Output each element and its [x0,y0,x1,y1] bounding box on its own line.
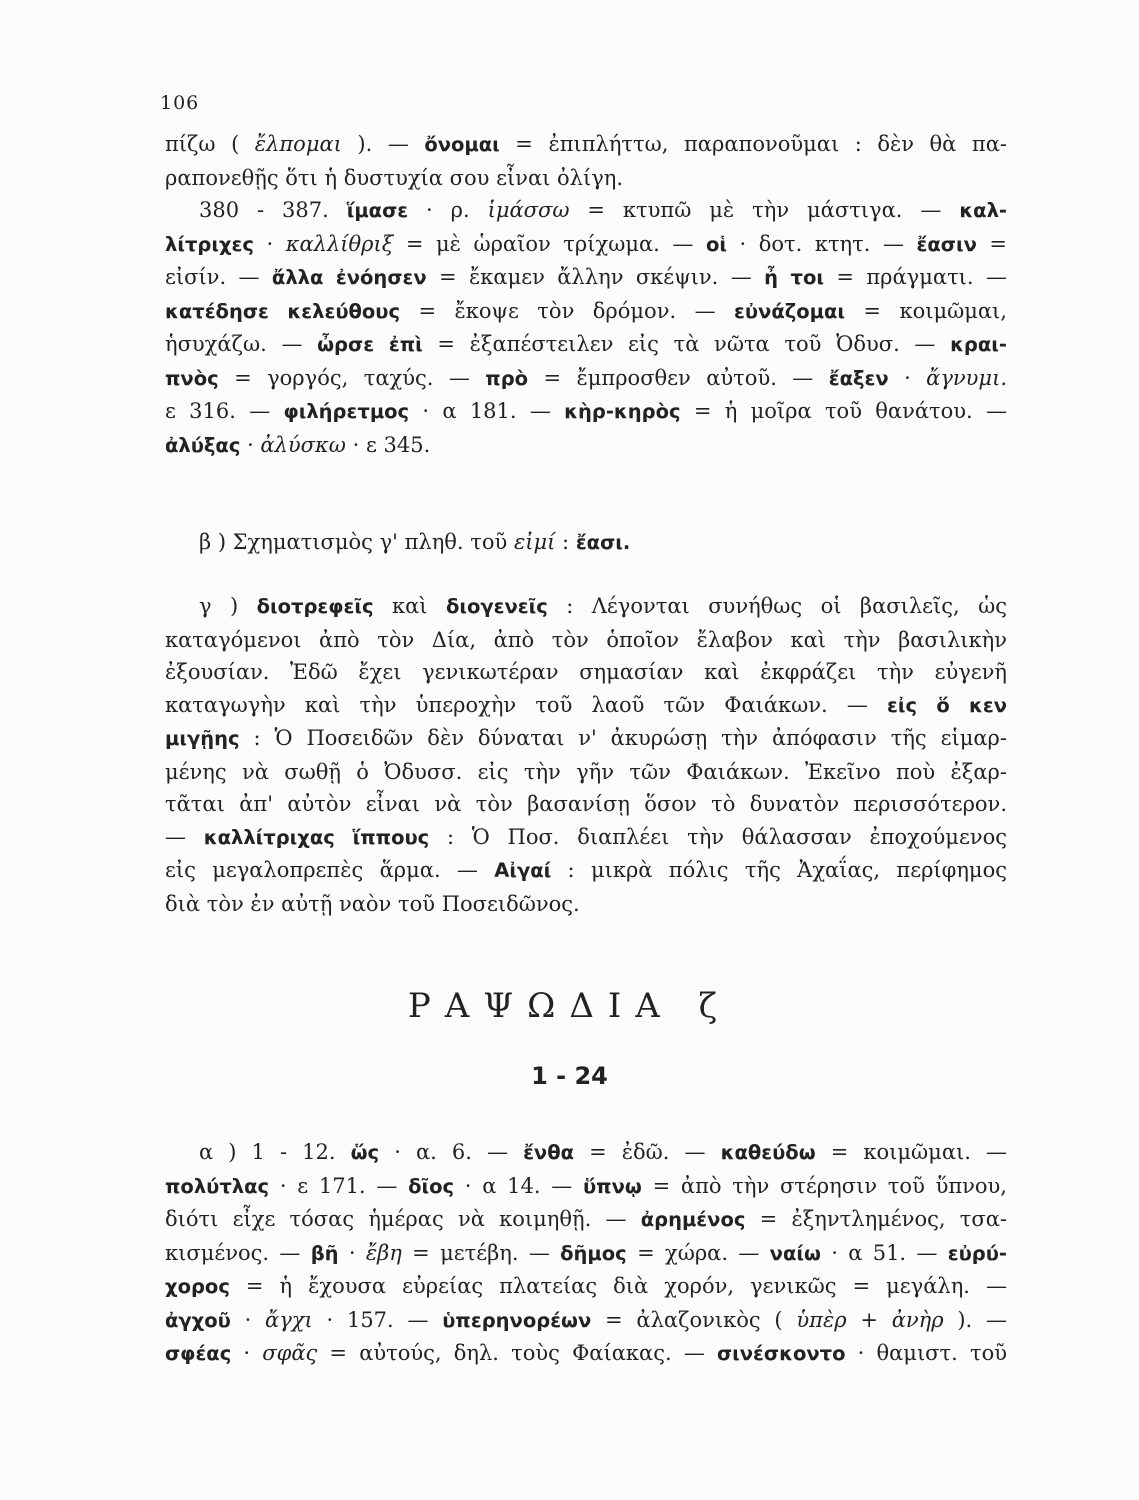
gloss-text: = [976,231,1007,256]
italic-form: ἄγνυμι. [926,365,1007,390]
gloss-text: α ) 1 - 12. [199,1140,351,1164]
gloss-text: = ἡ ἔχουσα εὐρείας πλατείας διὰ χορόν, γενικῶς = μεγάλη. — [229,1274,1007,1298]
headword: σφέας [165,1342,232,1365]
text-line [165,1170,1007,1204]
gloss-text: · 157. — [312,1307,443,1332]
headword: φιλήρετμος [283,400,410,423]
headword: κὴρ-κηρὸς [564,400,681,423]
gloss-text: μένης νὰ σωθῇ ὁ Ὀδυσσ. εἰς τὴν γῆν τῶν Φαιάκων. Ἐκεῖνο ποὺ ἐξαρ- [165,759,1007,784]
headword: ὕπνῳ [583,1174,642,1198]
gloss-text: εἰς μεγαλοπρεπὲς ἅρμα. — [165,858,495,882]
text-line [165,854,1007,888]
gloss-text: καὶ [373,594,446,618]
chapter-line-range: 1 - 24 [531,1062,608,1090]
italic-form: ἄγχι [265,1307,313,1332]
headword: ναίω [769,1241,821,1265]
gloss-text: · θαμιστ. τοῦ [845,1341,1007,1365]
italic-form: ἀλύσκω [260,432,346,457]
text-line [165,261,1007,295]
text-line [165,656,1007,689]
gloss-text: = κοιμῶμαι. — [815,1140,1007,1164]
italic-form: σφᾶς [262,1341,318,1365]
headword: οἱ [705,232,727,256]
gloss-text: — [165,824,204,849]
gloss-text: = ἐξηντλημένος, τσα- [745,1207,1007,1231]
gloss-text: · [253,231,286,256]
gloss-text: διότι εἶχε τόσας ἡμέρας νὰ κοιμηθῇ. — [165,1207,641,1231]
text-line [165,756,1007,789]
text-line [165,128,1007,162]
text-line [165,162,1007,195]
italic-form: ἔβη [365,1240,402,1265]
gloss-text: = ἀλαζονικὸς ( [591,1307,797,1332]
gloss-text: · [231,1341,263,1365]
text-line [165,590,1007,624]
headword: λίτριχες [165,232,254,256]
gloss-text: · α 181. — [409,399,565,423]
headword: καθεύδω [720,1141,816,1164]
gloss-text: β ) Σχηματισμὸς γ' πληθ. τοῦ [199,530,514,554]
commentary-block-gamma [165,590,1007,920]
gloss-text: = μὲ ὡραῖον τρίχωμα. — [393,231,706,256]
gloss-text: ἐξουσίαν. Ἐδῶ ἔχει γενικωτέραν σημασίαν καὶ ἐκφράζει τὴν εὐγενῆ [165,660,1007,684]
gloss-text: · [888,365,927,390]
text-line [165,526,1007,560]
gloss-text: = πράγματι. — [823,265,1007,289]
gloss-text: · [338,1240,366,1265]
headword: πολύτλας [165,1174,270,1198]
chapter-title: ΡΑΨΩΔΙΑ ζ [407,986,732,1026]
gloss-text: = μετέβη. — [401,1240,561,1265]
gloss-text: ἡσυχάζω. — [165,332,318,356]
gloss-text: ε 316. — [165,399,284,423]
gloss-text: ). — [943,1307,1008,1332]
gloss-text: · α 14. — [454,1173,583,1198]
gloss-text: καταγόμενοι ἀπὸ τὸν Δία, ἀπὸ τὸν ὁποῖον ἔλαβον καὶ τὴν βασιλικὴν [165,627,1007,652]
gloss-text: : [555,530,576,554]
headword: διοτρεφεῖς [256,595,374,618]
headword: ἔασιν [916,232,977,256]
gloss-text: = αὐτούς, δηλ. τοὺς Φαίακας. — [317,1341,717,1365]
gloss-text: = κοιμῶμαι, [844,298,1007,323]
gloss-text: · δοτ. κτητ. — [726,231,917,256]
commentary-block-beta [165,526,1007,560]
text-line [165,228,1007,262]
headword: Αἰγαί [494,859,552,882]
gloss-text: · ε 345. [345,432,431,457]
headword: σινέσκοντο [716,1342,846,1365]
headword: ἔασι. [575,531,631,554]
headword: ὥς [350,1141,380,1164]
text-line [165,1203,1007,1237]
headword: ὄνομαι [424,133,500,156]
headword: ἀρημένος [640,1208,746,1231]
headword: δῖος [408,1174,455,1198]
gloss-text: τᾶται ἀπ' αὐτὸν εἶναι νὰ τὸν βασανίσῃ ὅσον τὸ δυνατὸν περισσότερον. [165,792,1007,816]
headword: εἰς ὅ κεν [887,693,1007,717]
gloss-text: · ρ. [408,198,488,222]
text-line [165,328,1007,362]
headword: ἀγχοῦ [165,1308,231,1332]
page-number: 106 [160,92,200,114]
text-line [165,395,1007,429]
text-line [165,295,1007,329]
text-line [165,1304,1007,1338]
headword: πρὸ [485,366,529,390]
italic-form: εἰμί [513,530,556,554]
gloss-text: · ε 171. — [269,1173,409,1198]
text-line [165,689,1007,723]
headword: δῆμος [560,1241,627,1265]
italic-form: ἔλπομαι [254,132,342,156]
text-line [165,722,1007,756]
commentary-block-1-12 [165,1136,1007,1371]
italic-form: καλλίθριξ [285,231,394,256]
headword: ὑπερηνορέων [442,1308,592,1332]
gloss-text: = ἐδῶ. — [574,1140,721,1164]
headword: ἔνθα [523,1141,575,1164]
gloss-text: : Ὁ Ποσ. διαπλέει τὴν θάλασσαν ἐποχούμενος [429,824,1007,849]
gloss-text: ). — [341,132,425,156]
gloss-text: · α. 6. — [379,1140,524,1164]
gloss-text: : μικρὰ πόλις τῆς Ἀχαΐας, περίφημος [551,858,1007,882]
text-line [165,1136,1007,1170]
gloss-text: = ἐξαπέστειλεν εἰς τὰ νῶτα τοῦ Ὀδυσ. — [422,332,951,356]
gloss-text: 380 - 387. [199,198,347,222]
gloss-text: = κτυπῶ μὲ τὴν μάστιγα. — [569,198,960,222]
gloss-text: = ἔκαμεν ἄλλην σκέψιν. — [426,265,765,289]
gloss-text: : Ὁ Ποσειδῶν δὲν δύναται ν' ἀκυρώσῃ τὴν ἀπόφασιν τῆς εἱμαρ- [239,726,1007,750]
gloss-text: = γοργός, ταχύς. — [218,365,486,390]
gloss-text: γ ) [199,594,257,618]
headword: ἄλλα ἐνόησεν [271,266,427,289]
headword: καλ- [959,199,1007,222]
gloss-text: · [240,432,261,457]
commentary-block-380-387 [165,128,1007,462]
gloss-text: = ἔμπροσθεν αὐτοῦ. — [528,365,829,390]
gloss-text: · α 51. — [820,1240,948,1265]
headword: κραι- [950,333,1007,356]
headword: καλλίτριχας ἵππους [203,825,430,849]
text-line [165,362,1007,396]
headword: εὐρύ- [947,1241,1007,1265]
italic-form: ὑπὲρ + ἀνὴρ [796,1307,944,1332]
text-line [165,788,1007,821]
headword: ἦ τοι [764,266,824,289]
headword: κατέδησε κελεύθους [165,299,401,323]
headword: διογενεῖς [445,595,548,618]
headword: ἀλύξας [165,433,241,457]
text-line [165,194,1007,228]
gloss-text: = ἐπιπλήττω, παραπονοῦμαι : δὲν θὰ πα- [499,132,1007,156]
headword: μιγῇης [165,727,240,750]
gloss-text: εἰσίν. — [165,265,272,289]
gloss-text: διὰ τὸν ἐν αὐτῇ ναὸν τοῦ Ποσειδῶνος. [165,891,580,916]
gloss-text: = ἔκοψε τὸν δρόμον. — [400,298,735,323]
gloss-text: = χώρα. — [626,1240,770,1265]
text-line [165,429,1007,463]
gloss-text: πίζω ( [165,132,255,156]
gloss-text: ραπονεθῇς ὅτι ἡ δυστυχία σου εἶναι ὀλίγη. [165,165,624,190]
text-line [165,1270,1007,1304]
gloss-text: κισμένος. — [165,1240,311,1265]
text-line [165,624,1007,657]
headword: ἵμασε [346,199,409,222]
gloss-text: = ἀπὸ τὴν στέρησιν τοῦ ὕπνου, [641,1173,1007,1198]
headword: πνὸς [165,366,219,390]
gloss-text: · [230,1307,266,1332]
headword: ἔαξεν [828,366,889,390]
headword: εὐνάζομαι [734,299,845,323]
headword: βῆ [310,1241,339,1265]
headword: χορος [165,1275,230,1298]
text-line [165,1337,1007,1371]
text-line [165,1237,1007,1271]
headword: ὦρσε ἐπὶ [317,333,423,356]
text-line [165,888,1007,921]
gloss-text: καταγωγὴν καὶ τὴν ὑπεροχὴν τοῦ λαοῦ τῶν Φαιάκων. — [165,692,888,717]
gloss-text: : Λέγονται συνήθως οἱ βασιλεῖς, ὡς [547,594,1008,618]
text-line [165,821,1007,855]
italic-form: ἱμάσσω [487,198,570,222]
gloss-text: = ἡ μοῖρα τοῦ θανάτου. — [680,399,1007,423]
